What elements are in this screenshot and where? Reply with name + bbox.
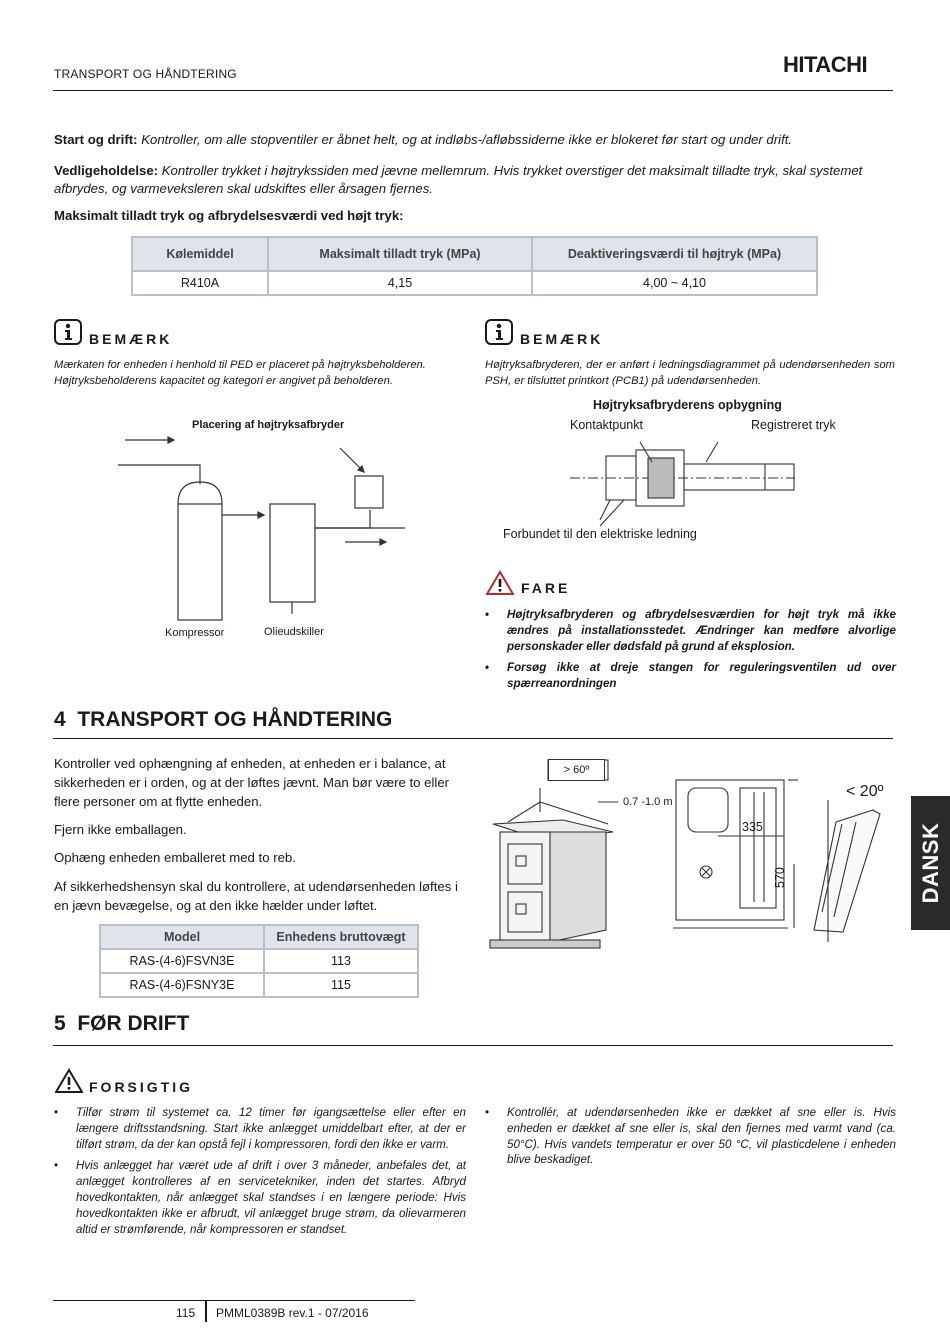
footer-rule (53, 1300, 415, 1301)
weight-col-model: Model (100, 925, 264, 949)
dimension-335-label: 335 (742, 820, 763, 834)
section-4-heading: TRANSPORT OG HÅNDTERING (77, 708, 393, 731)
contact-point-label: Kontaktpunkt (570, 418, 643, 432)
note-right-text: Højtryksafbryderen, der er anført i ledningsdiagrammet på udendørsenheden som PSH, er tilsluttet printkort (PCB1) på udendørsenheden. (485, 359, 895, 387)
document-id: PMML0389B rev.1 - 07/2016 (216, 1306, 369, 1320)
switch-structure-diagram (570, 432, 800, 527)
weight-table (99, 924, 419, 998)
table-cell: R410A (132, 271, 268, 295)
section-4-number: 4 (54, 708, 66, 731)
header-rule (53, 90, 893, 91)
maintenance-text: Kontroller trykket i højtrykssiden med jævne mellemrum. Hvis trykket overstiger det maksimalt tilladte tryk, skal systemet afbrydes, og varmeveksleren skal udskiftes eller årsagen fjernes. (54, 163, 863, 196)
table-row (100, 973, 418, 997)
distance-label: 0.7 -1.0 m (623, 796, 673, 808)
table-cell: RAS-(4-6)FSVN3E (100, 949, 264, 973)
table-cell: 4,15 (268, 271, 532, 295)
note-left-title: BEMÆRK (89, 331, 173, 347)
start-text: Kontroller, om alle stopventiler er åbnet helt, og at indløbs-/afløbssiderne ikke er blokeret før start og under drift. (141, 132, 793, 147)
lifting-figure (488, 752, 908, 952)
list-item: • Højtryksafbryderen og afbrydelsesværdien for højt tryk må ikke ændres på installationsstedet. Ændringer kan medføre alvorlige personskader eller dødsfald på grund af eksplosion. (485, 607, 896, 654)
start-paragraph (54, 131, 896, 149)
caution-icon (55, 1068, 83, 1094)
maintenance-paragraph (54, 162, 896, 198)
table-row (100, 949, 418, 973)
language-tab (911, 796, 950, 930)
section-4-paragraph-2: Fjern ikke emballagen. (54, 822, 187, 837)
section-4-paragraph-1: Kontroller ved ophængning af enheden, at enheden er i balance, at sikkerheden er i orden, og at der løftes jævnt. Man bør være to eller flere personer om at flytte enheden. (54, 756, 450, 809)
section-5-rule (53, 1045, 893, 1046)
note-right-title: BEMÆRK (520, 331, 604, 347)
diagram-left-title: Placering af højtryksafbryder (192, 419, 345, 431)
pressure-col-max: Maksimalt tilladt tryk (MPa) (268, 237, 532, 271)
pressure-col-refrigerant: Kølemiddel (132, 237, 268, 271)
warning-icon (486, 570, 514, 596)
list-item: • Forsøg ikke at dreje stangen for reguleringsventilen ud over spærreanordningen (485, 660, 896, 692)
weight-col-weight: Enhedens bruttovægt (264, 925, 418, 949)
table-cell: 4,00 ~ 4,10 (532, 271, 817, 295)
tilt-label: < 20º (846, 783, 884, 800)
pressure-table (131, 236, 818, 296)
section-5-heading: FØR DRIFT (77, 1012, 190, 1035)
running-header: TRANSPORT OG HÅNDTERING (54, 67, 237, 81)
maintenance-label: Vedligeholdelse: (54, 163, 159, 178)
section-4-title (54, 708, 392, 732)
caution-right-list (485, 1105, 896, 1174)
info-icon (54, 319, 82, 345)
pressure-table-header (132, 237, 817, 271)
start-label: Start og drift: (54, 132, 138, 147)
hitachi-logo: HITACHI (783, 52, 868, 77)
page-number: 115 (176, 1306, 196, 1320)
angle-label: > 60º (548, 759, 605, 781)
table-cell: RAS-(4-6)FSNY3E (100, 973, 264, 997)
pressure-col-cutout: Deaktiveringsværdi til højtryk (MPa) (532, 237, 817, 271)
weight-table-header (100, 925, 418, 949)
section-5-number: 5 (54, 1012, 66, 1035)
registered-pressure-label: Registreret tryk (751, 418, 836, 432)
section-4-paragraph-3: Ophæng enheden emballeret med to reb. (54, 850, 296, 865)
list-item: • Hvis anlægget har været ude af drift i over 3 måneder, anbefales det, at anlægget kontrolleres af en servicetekniker, inden det startes. Afbryd hovedkontakten, når anlægget skal standses i en længere periode: Hvis hovedkontakten ikke er afbrudt, vil anlægget bruge strøm, da olievarmeren altid er strømførende, når kompressoren er standset. (54, 1158, 466, 1237)
footer-divider (205, 1300, 207, 1322)
caution-left-list (54, 1105, 466, 1243)
info-icon (485, 319, 513, 345)
language-tab-label: DANSK (917, 822, 943, 904)
dimension-570-label: 570 (773, 867, 787, 888)
section-4-rule (53, 738, 893, 739)
caution-title: FORSIGTIG (89, 1079, 193, 1095)
list-item: • Kontrollér, at udendørsenheden ikke er dækket af sne eller is. Hvis enheden er dækket af sne eller is, skal den fjernes med varmt vand (ca. 50°C). Hvis vandets temperatur er over 50 °C, vil plasticdelene i enheden blive beskadiget. (485, 1105, 896, 1168)
oil-separator-label: Olieudskiller (264, 626, 324, 638)
table-cell: 113 (264, 949, 418, 973)
section-5-title (54, 1012, 189, 1036)
connected-wire-label: Forbundet til den elektriske ledning (503, 527, 697, 541)
high-pressure-switch-location-diagram (110, 432, 410, 632)
pressure-table-heading: Maksimalt tilladt tryk og afbrydelsesværdi ved højt tryk: (54, 208, 404, 223)
table-row (132, 271, 817, 295)
danger-list (485, 607, 896, 698)
table-cell: 115 (264, 973, 418, 997)
note-left-text: Mærkaten for enheden i henhold til PED er placeret på højtryksbeholderen. Højtryksbeholderens kapacitet og kategori er angivet på beholderen. (54, 359, 426, 387)
danger-title: FARE (521, 580, 571, 596)
diagram-right-title: Højtryksafbryderens opbygning (593, 398, 782, 412)
list-item: • Tilfør strøm til systemet ca. 12 timer før igangsættelse eller efter en længere driftsstandsning. Start ikke anlægget umiddelbart efter, at der er tilført strøm, da der kan opstå fejl i kompressoren, fordi den ikke er varm. (54, 1105, 466, 1152)
section-4-paragraph-4: Af sikkerhedshensyn skal du kontrollere, at udendørsenheden løftes i en jævn bevægelse, og at den ikke hælder under løftet. (54, 879, 458, 913)
compressor-label: Kompressor (165, 627, 225, 639)
